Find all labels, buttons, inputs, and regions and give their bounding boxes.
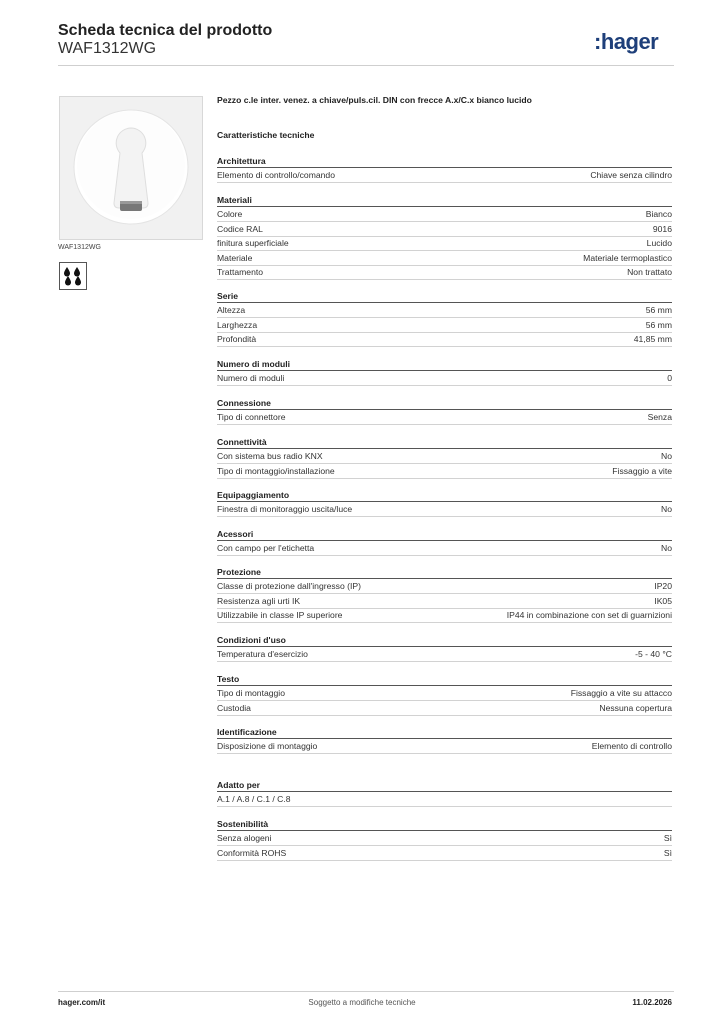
header-title: Scheda tecnica del prodotto bbox=[58, 22, 273, 39]
spec-label: finitura superficiale bbox=[217, 238, 289, 248]
section-title: Materiali bbox=[217, 194, 672, 207]
spec-row bbox=[217, 701, 672, 716]
spec-value: IK05 bbox=[654, 595, 672, 606]
spec-row bbox=[217, 647, 672, 662]
product-image bbox=[59, 96, 203, 240]
spec-row bbox=[217, 464, 672, 479]
section-title: Condizioni d'uso bbox=[217, 634, 672, 647]
spec-row bbox=[217, 449, 672, 464]
spec-label: Altezza bbox=[217, 305, 246, 315]
spec-label: Con campo per l'etichetta bbox=[217, 543, 315, 553]
section-title: Protezione bbox=[217, 566, 672, 579]
section-title: Connessione bbox=[217, 397, 672, 410]
section-title: Equipaggiamento bbox=[217, 489, 672, 502]
spec-label: Conformità ROHS bbox=[217, 847, 287, 858]
spec-row bbox=[217, 410, 672, 425]
spec-label: Numero di moduli bbox=[217, 373, 285, 383]
water-drops-icon bbox=[59, 262, 87, 290]
spec-value: Chiave senza cilindro bbox=[590, 170, 672, 180]
spec-value: Elemento di controllo bbox=[591, 741, 672, 751]
spec-label: Elemento di controllo/comando bbox=[217, 170, 335, 180]
spec-row bbox=[217, 222, 672, 237]
spec-label: Larghezza bbox=[217, 319, 258, 330]
spec-value: -5 - 40 °C bbox=[635, 649, 672, 659]
spec-row bbox=[217, 594, 672, 609]
spec-value: Non trattato bbox=[627, 267, 672, 277]
key-switch-plate-icon bbox=[60, 97, 202, 239]
product-caption: WAF1312WG bbox=[58, 244, 101, 251]
section-title: Acessori bbox=[217, 528, 672, 541]
spec-label: Custodia bbox=[217, 702, 251, 713]
spec-value: No bbox=[661, 543, 672, 553]
spec-value: Sì bbox=[663, 833, 672, 843]
spec-row bbox=[217, 541, 672, 556]
spec-heading: Caratteristiche tecniche bbox=[217, 130, 315, 140]
section-title: Numero di moduli bbox=[217, 358, 672, 371]
spec-value: 56 mm bbox=[645, 319, 672, 330]
section-title: Connettività bbox=[217, 436, 672, 449]
spec-label: Materiale bbox=[217, 252, 253, 263]
footer-divider bbox=[58, 991, 674, 992]
spec-label: Senza alogeni bbox=[217, 833, 272, 843]
spec-value: IP44 in combinazione con set di guarnizioni bbox=[506, 610, 672, 620]
spec-row bbox=[217, 608, 672, 623]
hager-logo-text: :hager bbox=[594, 29, 659, 54]
spec-value: Sì bbox=[663, 847, 672, 858]
spec-label: Tipo di montaggio/installazione bbox=[217, 465, 335, 476]
section-title: Sostenibilità bbox=[217, 818, 672, 831]
spec-label: Con sistema bus radio KNX bbox=[217, 451, 323, 461]
spec-row bbox=[217, 686, 672, 701]
section-title: Adatto per bbox=[217, 779, 672, 792]
spec-value: Fissaggio a vite su attacco bbox=[570, 688, 672, 698]
spec-label: Colore bbox=[217, 209, 243, 219]
spec-row bbox=[217, 502, 672, 517]
section-title: Identificazione bbox=[217, 726, 672, 739]
spec-row bbox=[217, 265, 672, 280]
spec-label: Classe di protezione dall'ingresso (IP) bbox=[217, 581, 361, 591]
spec-label: Temperatura d'esercizio bbox=[217, 649, 308, 659]
spec-label: Disposizione di montaggio bbox=[217, 741, 318, 751]
product-code: WAF1312WG bbox=[58, 40, 157, 57]
section-title: Testo bbox=[217, 673, 672, 686]
spec-row bbox=[217, 318, 672, 333]
spec-row bbox=[217, 236, 672, 251]
spec-value: 41,85 mm bbox=[633, 334, 672, 344]
product-description: Pezzo c.le inter. venez. a chiave/puls.cil. DIN con frecce A.x/C.x bianco lucido bbox=[217, 95, 532, 105]
section-title: Serie bbox=[217, 290, 672, 303]
spec-label: Profondità bbox=[217, 334, 257, 344]
spec-value: Nessuna copertura bbox=[599, 702, 672, 713]
spec-row bbox=[217, 846, 672, 861]
spec-label: Utilizzabile in classe IP superiore bbox=[217, 610, 343, 620]
spec-value: 56 mm bbox=[645, 305, 672, 315]
footer-date: 11.02.2026 bbox=[632, 998, 672, 1007]
spec-label: Trattamento bbox=[217, 267, 264, 277]
spec-row bbox=[217, 371, 672, 386]
spec-row bbox=[217, 579, 672, 594]
spec-label: Tipo di connettore bbox=[217, 412, 286, 422]
header-divider bbox=[58, 65, 674, 66]
spec-row bbox=[217, 792, 672, 807]
spec-row bbox=[217, 303, 672, 318]
spec-label: Resistenza agli urti IK bbox=[217, 595, 301, 606]
spec-label: A.1 / A.8 / C.1 / C.8 bbox=[217, 794, 291, 804]
spec-value: No bbox=[661, 451, 672, 461]
spec-value: No bbox=[661, 504, 672, 514]
spec-row bbox=[217, 739, 672, 754]
spec-label: Codice RAL bbox=[217, 223, 263, 234]
section-title: Architettura bbox=[217, 155, 672, 168]
spec-row bbox=[217, 207, 672, 222]
spec-value: 0 bbox=[667, 373, 672, 383]
hager-logo bbox=[594, 28, 674, 56]
spec-value: 9016 bbox=[652, 223, 672, 234]
footer-note: Soggetto a modifiche tecniche bbox=[308, 998, 416, 1007]
spec-label: Tipo di montaggio bbox=[217, 688, 285, 698]
spec-value: Lucido bbox=[646, 238, 672, 248]
footer-website: hager.com/it bbox=[58, 998, 106, 1007]
spec-row bbox=[217, 251, 672, 266]
spec-row bbox=[217, 332, 672, 347]
spec-value: IP20 bbox=[654, 581, 672, 591]
spec-label: Finestra di monitoraggio uscita/luce bbox=[217, 504, 353, 514]
spec-value: Senza bbox=[647, 412, 672, 422]
spec-row bbox=[217, 831, 672, 846]
spec-value: Fissaggio a vite bbox=[612, 465, 672, 476]
spec-value: Bianco bbox=[645, 209, 672, 219]
spec-row bbox=[217, 168, 672, 183]
spec-value: Materiale termoplastico bbox=[583, 252, 672, 263]
